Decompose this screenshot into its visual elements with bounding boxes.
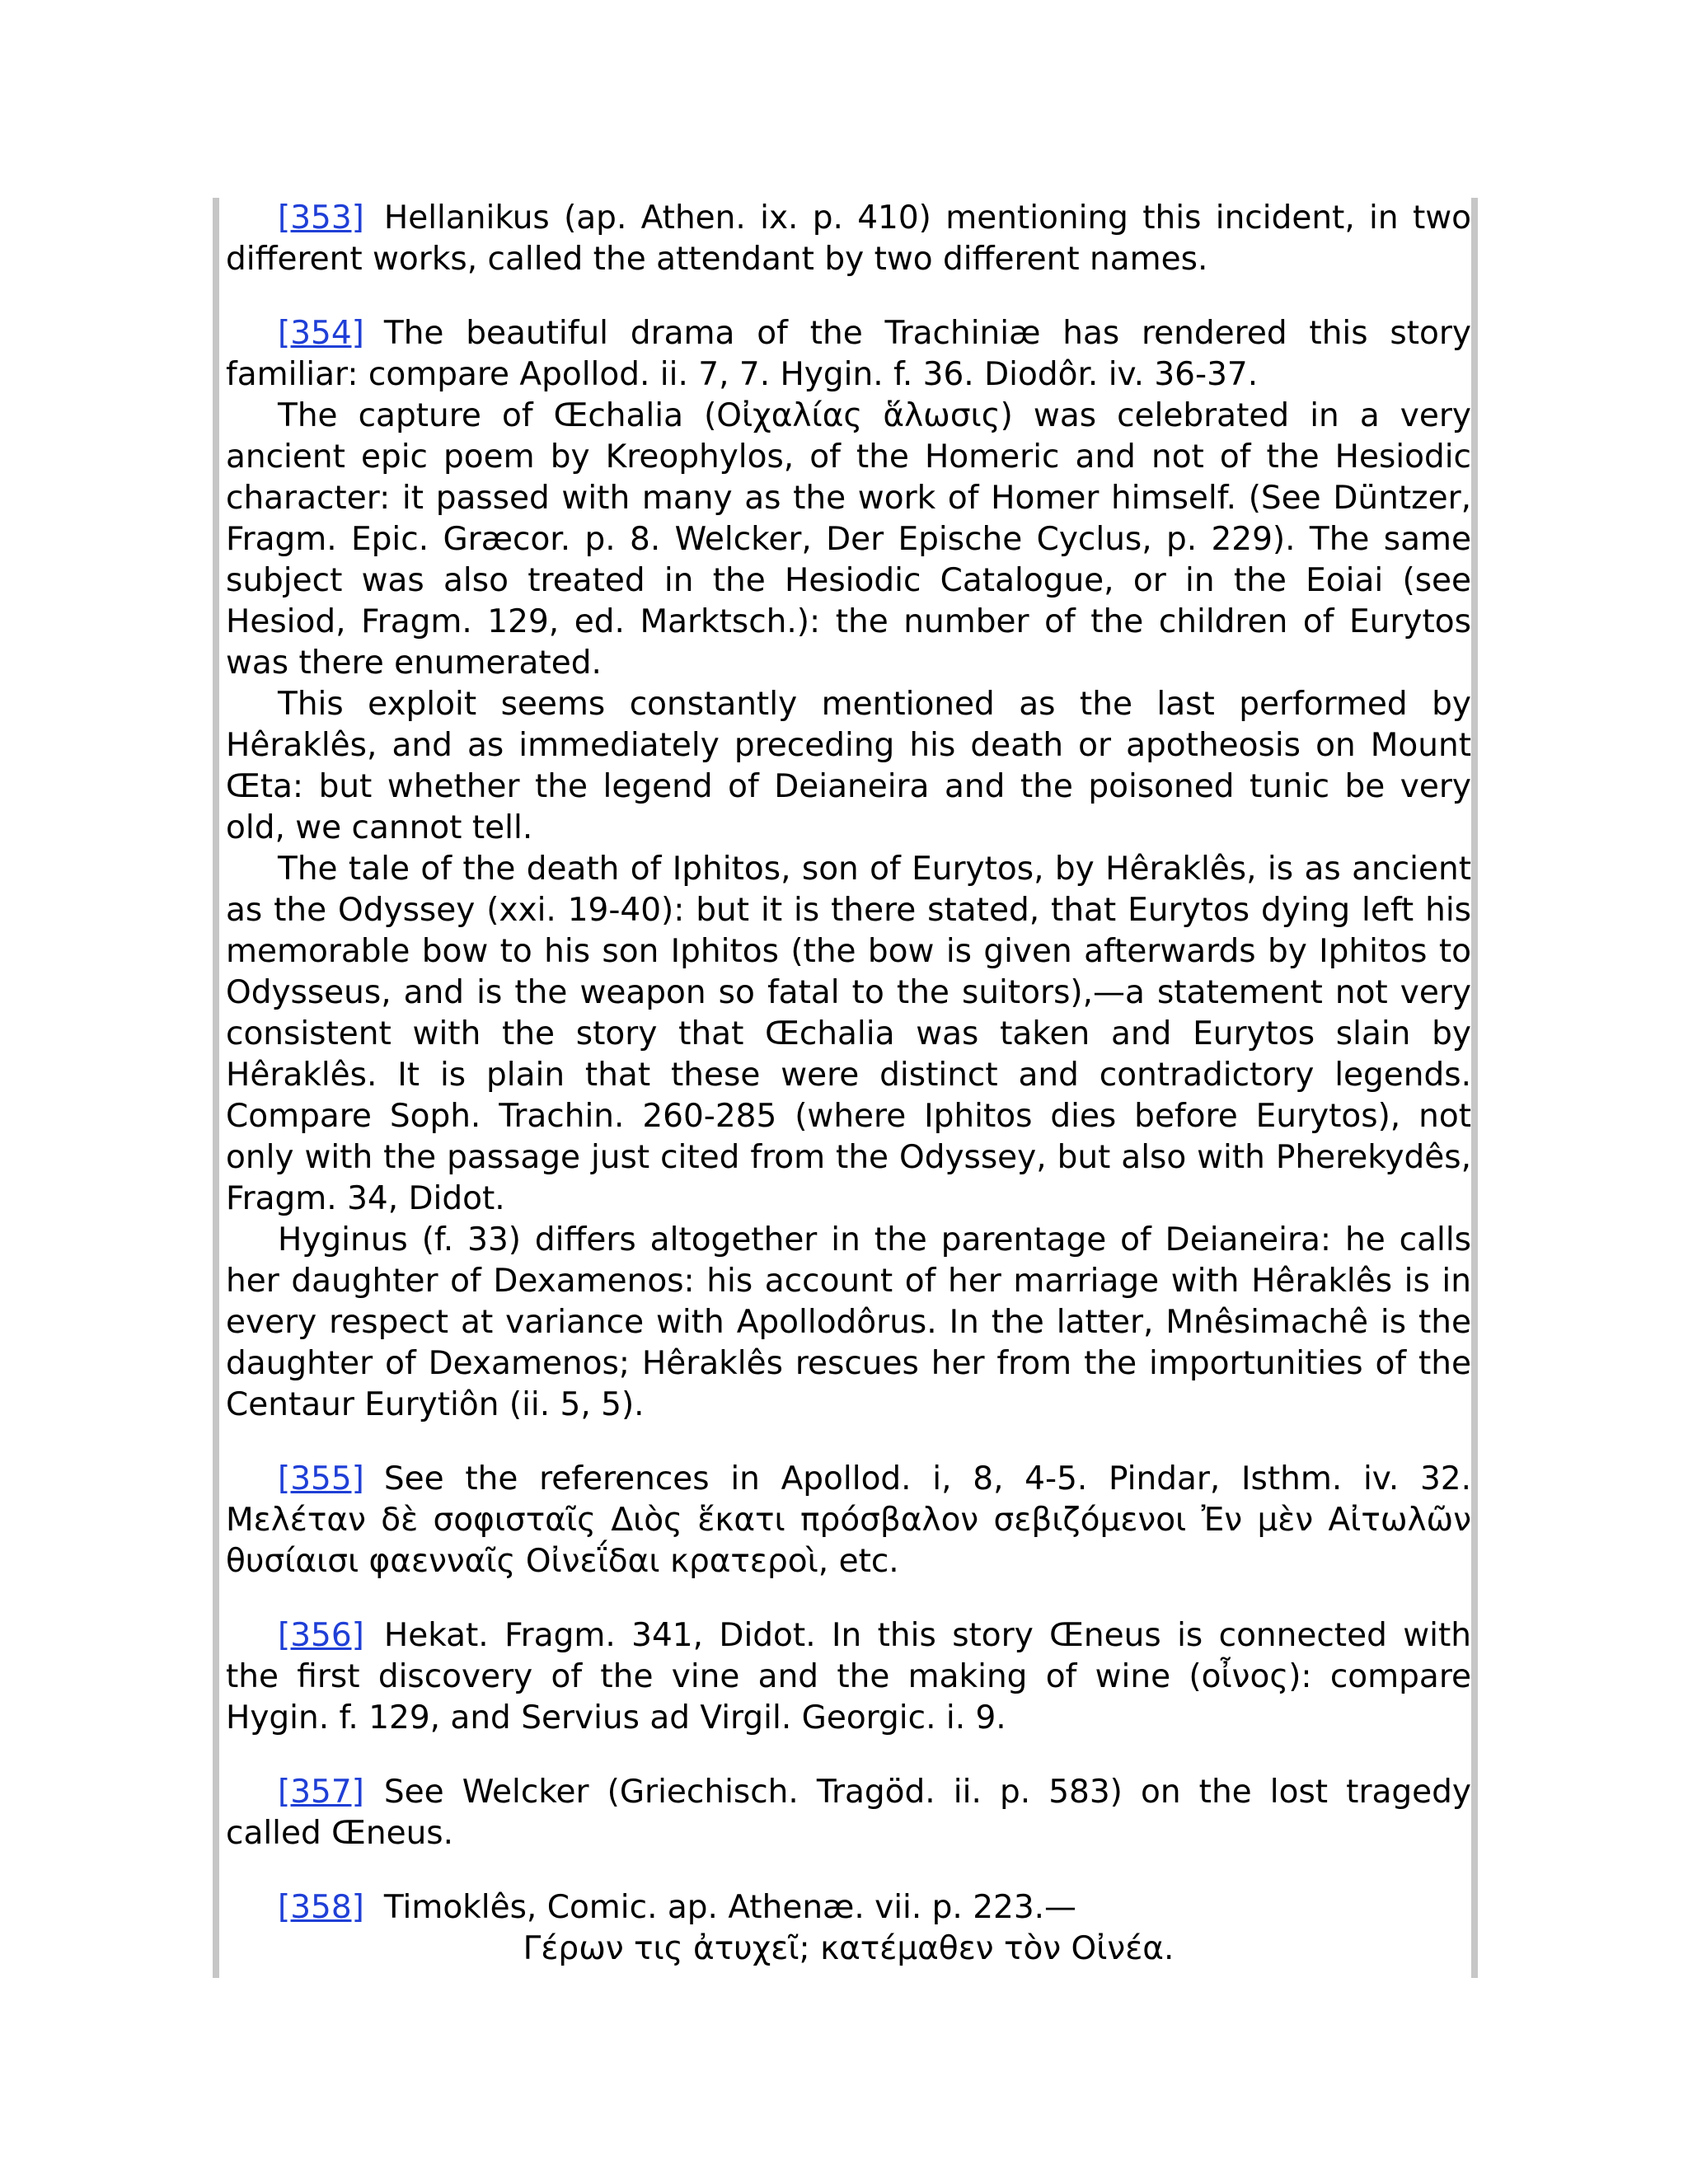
footnote-text: Hellanikus (ap. Athen. ix. p. 410) mentioning this incident, in two different works, called the attendant by two different names.	[226, 199, 1471, 278]
footnote-paragraph	[226, 1887, 1471, 1929]
footnote-text: See Welcker (Griechisch. Tragöd. ii. p. 583) on the lost tragedy called Œneus.	[226, 1774, 1471, 1852]
footnote-ref-link-357[interactable]: [357]	[278, 1774, 364, 1811]
footnote-358	[226, 1887, 1471, 1970]
footnote-paragraph	[226, 1772, 1471, 1854]
footnote-ref-link-353[interactable]: [353]	[278, 199, 364, 237]
footnote-paragraph: Hyginus (f. 33) differs altogether in the parentage of Deianeira: he calls her daughter of Dexamenos: his account of her marriage with Hêraklês is in every respect at variance with Apollodôrus. In the latter, Mnêsimachê is the daughter of Dexamenos; Hêraklês rescues her from the importunities of the Centaur Eurytiôn (ii. 5, 5).	[226, 1221, 1471, 1423]
footnote-354	[226, 313, 1471, 1426]
footnote-ref-link-355[interactable]: [355]	[278, 1460, 364, 1497]
footnote-text: Timoklês, Comic. ap. Athenæ. vii. p. 223.—	[383, 1889, 1077, 1926]
footnote-text: Hekat. Fragm. 341, Didot. In this story Œneus is connected with the first discovery of the vine and the making of wine (οἶνος): compare Hygin. f. 129, and Servius ad Virgil. Georgic. i. 9.	[226, 1617, 1471, 1736]
footnote-paragraph	[226, 198, 1471, 280]
footnote-text: See the references in Apollod. i, 8, 4-5. Pindar, Isthm. iv. 32. Μελέταν δὲ σοφισταῖς Διὸς ἕκατι πρόσβαλον σεβιζόμενοι Ἐν μὲν Αἰτωλῶν θυσίαισι φαενναῖς Οἰνεΐδαι κρατεροὶ, etc.	[226, 1460, 1471, 1580]
footnote-357	[226, 1772, 1471, 1854]
footnote-paragraph	[226, 1459, 1471, 1582]
footnote-355	[226, 1459, 1471, 1582]
footnote-ref-link-356[interactable]: [356]	[278, 1617, 364, 1654]
footnote-ref-link-358[interactable]: [358]	[278, 1889, 364, 1926]
footnote-paragraph: The capture of Œchalia (Οἰχαλίας ἅλωσις) was celebrated in a very ancient epic poem by Kreophylos, of the Homeric and not of the Hesiodic character: it passed with many as the work of Homer himself. (See Düntzer, Fragm. Epic. Græcor. p. 8. Welcker, Der Epische Cyclus, p. 229). The same subject was also treated in the Hesiodic Catalogue, or in the Eoiai (see Hesiod, Fragm. 129, ed. Marktsch.): the number of the children of Eurytos was there enumerated.	[226, 397, 1471, 682]
footnote-paragraph: The tale of the death of Iphitos, son of Eurytos, by Hêraklês, is as ancient as the Odyssey (xxi. 19-40): but it is there stated, that Eurytos dying left his memorable bow to his son Iphitos (the bow is given afterwards by Iphitos to Odysseus, and is the weapon so fatal to the suitors),—a statement not very consistent with the story that Œchalia was taken and Eurytos slain by Hêraklês. It is plain that these were distinct and contradictory legends. Compare Soph. Trachin. 260-285 (where Iphitos dies before Eurytos), not only with the passage just cited from the Odyssey, but also with Pherekydês, Fragm. 34, Didot.	[226, 851, 1471, 1217]
footnote-356	[226, 1615, 1471, 1739]
footnote-text: The beautiful drama of the Trachiniæ has rendered this story familiar: compare Apollod. ii. 7, 7. Hygin. f. 36. Diodôr. iv. 36-37.	[226, 315, 1471, 393]
footnote-353	[226, 198, 1471, 280]
footnote-paragraph: This exploit seems constantly mentioned as the last performed by Hêraklês, and as immediately preceding his death or apotheosis on Mount Œta: but whether the legend of Deianeira and the poisoned tunic be very old, we cannot tell.	[226, 686, 1471, 846]
footnote-ref-link-354[interactable]: [354]	[278, 315, 364, 352]
greek-verse-quote: Γέρων τις ἀτυχεῖ; κατέμαθεν τὸν Οἰνέα.	[523, 1930, 1175, 1967]
footnotes-column	[213, 198, 1478, 1978]
footnote-paragraph	[226, 1615, 1471, 1739]
footnote-paragraph	[226, 313, 1471, 396]
